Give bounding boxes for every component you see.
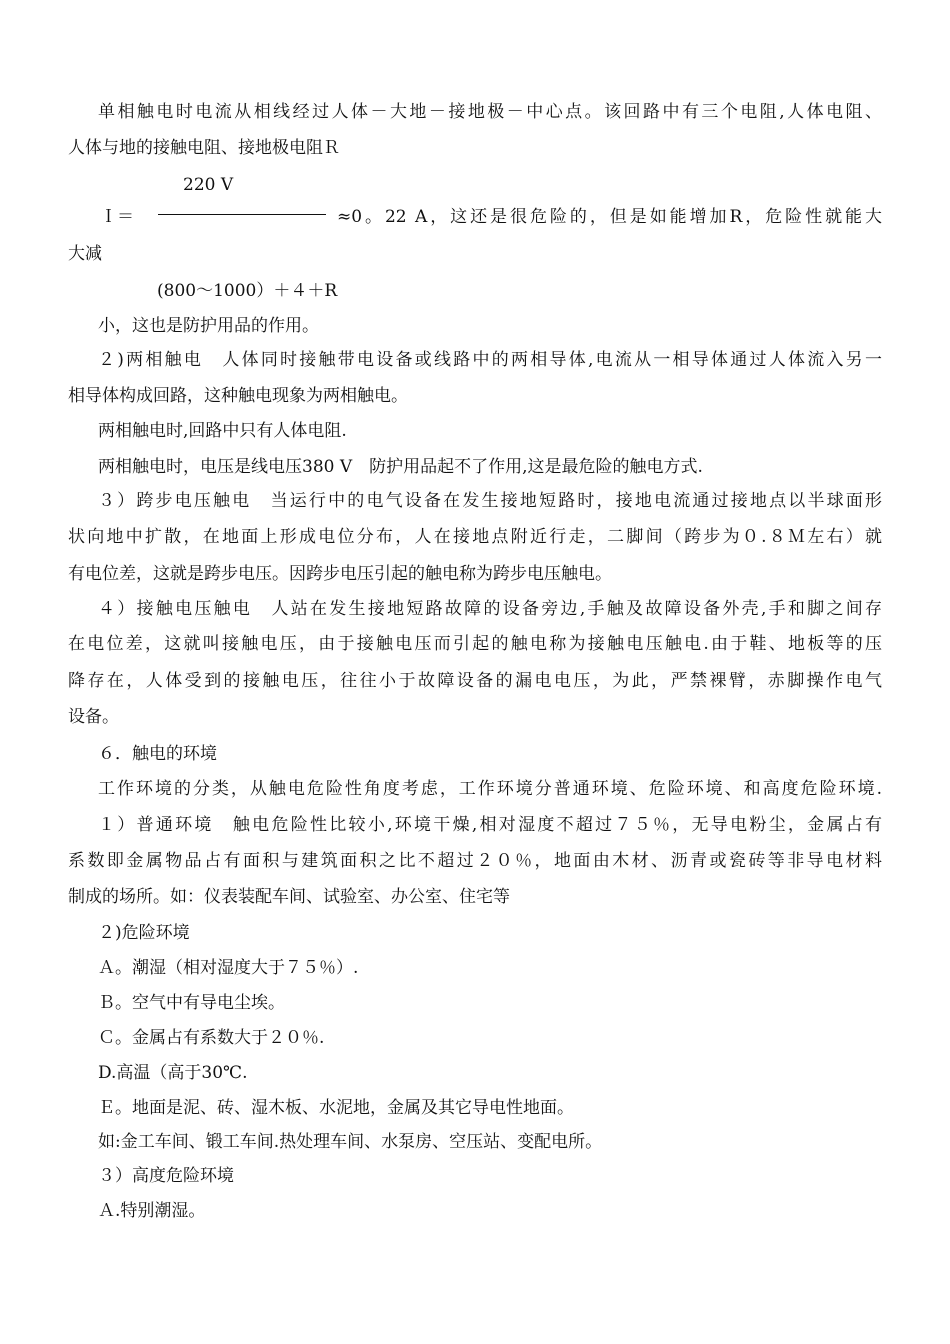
formula-numerator: 220 V	[183, 175, 234, 195]
formula-lhs: Ｉ＝	[100, 207, 134, 227]
paragraph-line: 系数即金属物品占有面积与建筑面积之比不超过２０％，地面由木材、沥青或瓷砖等非导电材料	[68, 851, 882, 871]
list-item: Ｅ。地面是泥、砖、湿木板、水泥地，金属及其它导电性地面。	[98, 1098, 574, 1118]
paragraph-line: ３）跨步电压触电 当运行中的电气设备在发生接地短路时，接地电流通过接地点以半球面形	[98, 491, 882, 511]
paragraph-line: 相导体构成回路，这种触电现象为两相触电。	[68, 386, 408, 406]
fraction-bar	[158, 214, 326, 215]
list-item: Ａ。潮湿（相对湿度大于７５％）.	[98, 958, 359, 978]
paragraph-line: 工作环境的分类，从触电危险性角度考虑，工作环境分普通环境、危险环境、和高度危险环境.	[98, 779, 882, 799]
paragraph-line: 如:金工车间、锻工车间.热处理车间、水泵房、空压站、变配电所。	[98, 1132, 603, 1152]
paragraph-line: 降存在，人体受到的接触电压，往往小于故障设备的漏电电压，为此，严禁裸臂，赤脚操作电气	[68, 671, 882, 691]
paragraph-line: 在电位差，这就叫接触电压，由于接触电压而引起的触电称为接触电压触电.由于鞋、地板等的压	[68, 634, 882, 654]
formula-result: ≈0。22 A，这还是很危险的，但是如能增加R，危险性就能大	[337, 207, 882, 227]
paragraph-line: ４）接触电压触电 人站在发生接地短路故障的设备旁边,手触及故障设备外壳,手和脚之间存	[98, 599, 882, 619]
paragraph-line: ２)两相触电 人体同时接触带电设备或线路中的两相导体,电流从一相导体通过人体流入另一	[98, 350, 882, 370]
list-item: D.高温（高于30℃.	[98, 1063, 248, 1083]
list-item: Ｃ。金属占有系数大于２０％.	[98, 1028, 325, 1048]
paragraph-line: １）普通环境 触电危险性比较小,环境干燥,相对湿度不超过７５％，无导电粉尘，金属占有	[98, 815, 882, 835]
paragraph-line: 有电位差，这就是跨步电压。因跨步电压引起的触电称为跨步电压触电。	[68, 564, 612, 584]
list-item: Ａ.特别潮湿。	[98, 1201, 206, 1221]
paragraph-line: 人体与地的接触电阻、接地极电阻Ｒ	[68, 138, 340, 158]
paragraph-line: 两相触电时,回路中只有人体电阻.	[98, 421, 347, 441]
paragraph-line: 状向地中扩散，在地面上形成电位分布，人在接地点附近行走，二脚间（跨步为０.８Ｍ左右）就	[68, 527, 882, 547]
paragraph-line: 单相触电时电流从相线经过人体－大地－接地极－中心点。该回路中有三个电阻,人体电阻、	[98, 102, 882, 122]
paragraph-line: 小，这也是防护用品的作用。	[98, 316, 319, 336]
formula-denominator: (800～1000）＋４＋R	[157, 281, 338, 301]
list-item: Ｂ。空气中有导电尘埃。	[98, 993, 285, 1013]
paragraph-line: 两相触电时，电压是线电压380 V 防护用品起不了作用,这是最危险的触电方式.	[98, 457, 703, 477]
subsection-heading: ２)危险环境	[98, 923, 190, 943]
section-heading: ６．触电的环境	[98, 744, 217, 764]
paragraph-line: 大减	[68, 244, 102, 264]
subsection-heading: ３）高度危险环境	[98, 1166, 234, 1186]
paragraph-line: 制成的场所。如：仪表装配车间、试验室、办公室、住宅等	[68, 887, 510, 907]
paragraph-line: 设备。	[68, 707, 119, 727]
